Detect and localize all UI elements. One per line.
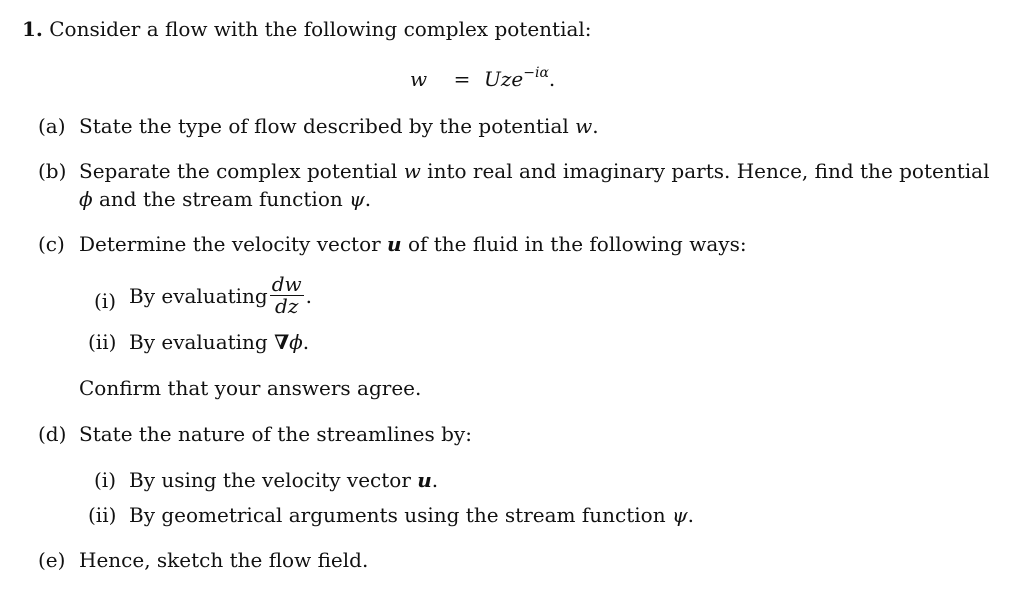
- equation-end: .: [548, 67, 556, 91]
- problem-number: 1.: [22, 17, 43, 41]
- part-c-ii-text: [129, 332, 309, 352]
- part-c-i-end: .: [305, 283, 313, 308]
- part-c-ii-end: .: [302, 330, 310, 354]
- equation-rhs: Uze: [484, 67, 524, 91]
- part-c-i-body: By evaluating: [129, 283, 268, 308]
- part-b-line1: [79, 161, 989, 181]
- part-a-body: State the type of flow described by the potential: [79, 114, 576, 138]
- part-c-pre: Determine the velocity vector: [79, 232, 388, 256]
- part-a-var: w: [575, 114, 593, 138]
- nabla-symbol: ∇: [274, 330, 290, 354]
- part-d-ii-text: [129, 505, 694, 525]
- part-a-label: (a): [38, 114, 66, 138]
- part-c-ii-body: By evaluating: [129, 330, 275, 354]
- equation-relation: =: [453, 67, 471, 91]
- part-d-ii-psi: ψ: [671, 503, 688, 527]
- part-d-i-body: By using the velocity vector: [129, 468, 418, 492]
- part-c-confirm: Confirm that your answers agree.: [79, 376, 422, 400]
- part-c-ii-label: (ii): [88, 330, 117, 354]
- part-d-i-label: (i): [94, 468, 117, 492]
- part-d-i-end: .: [431, 468, 439, 492]
- part-d-label: (d): [38, 422, 67, 446]
- complex-potential-equation: [410, 66, 555, 89]
- part-b-line1-post: into real and imaginary parts. Hence, find the potential: [420, 159, 990, 183]
- part-b-line1-pre: Separate the complex potential: [79, 159, 404, 183]
- part-d-text: State the nature of the streamlines by:: [79, 422, 472, 446]
- part-e-label: (e): [38, 548, 66, 572]
- part-c-i-text: [129, 274, 312, 317]
- equation-exponent: −iα: [523, 65, 549, 81]
- part-b-psi: ψ: [349, 187, 365, 211]
- part-b-phi: ϕ: [79, 187, 93, 211]
- part-d-ii-body: By geometrical arguments using the stream function: [129, 503, 672, 527]
- part-c-i-label: (i): [94, 289, 117, 313]
- part-c-velocity-var: u: [387, 232, 402, 256]
- part-a-end: .: [592, 114, 599, 138]
- fraction-numerator: dw: [271, 272, 302, 296]
- part-b-line2: [79, 189, 371, 209]
- derivative-fraction: [270, 274, 304, 317]
- equation-lhs: w: [410, 67, 428, 91]
- problem-header: [22, 19, 592, 39]
- part-c-ii-phi: ϕ: [289, 330, 303, 354]
- part-c-text: [79, 234, 747, 254]
- problem-intro: Consider a flow with the following complex potential:: [49, 17, 592, 41]
- part-e-text: Hence, sketch the flow field.: [79, 548, 369, 572]
- part-b-label: (b): [38, 159, 67, 183]
- part-d-ii-label: (ii): [88, 503, 117, 527]
- part-b-line2-mid: and the stream function: [92, 187, 350, 211]
- part-c-post: of the fluid in the following ways:: [401, 232, 747, 256]
- part-a-text: [79, 116, 599, 136]
- part-d-i-text: [129, 470, 438, 490]
- part-b-line1-var: w: [403, 159, 421, 183]
- part-b-line2-end: .: [364, 187, 372, 211]
- fraction-denominator: dz: [275, 294, 299, 318]
- part-d-ii-end: .: [687, 503, 694, 527]
- part-c-label: (c): [38, 232, 65, 256]
- part-d-i-velocity-var: u: [417, 468, 432, 492]
